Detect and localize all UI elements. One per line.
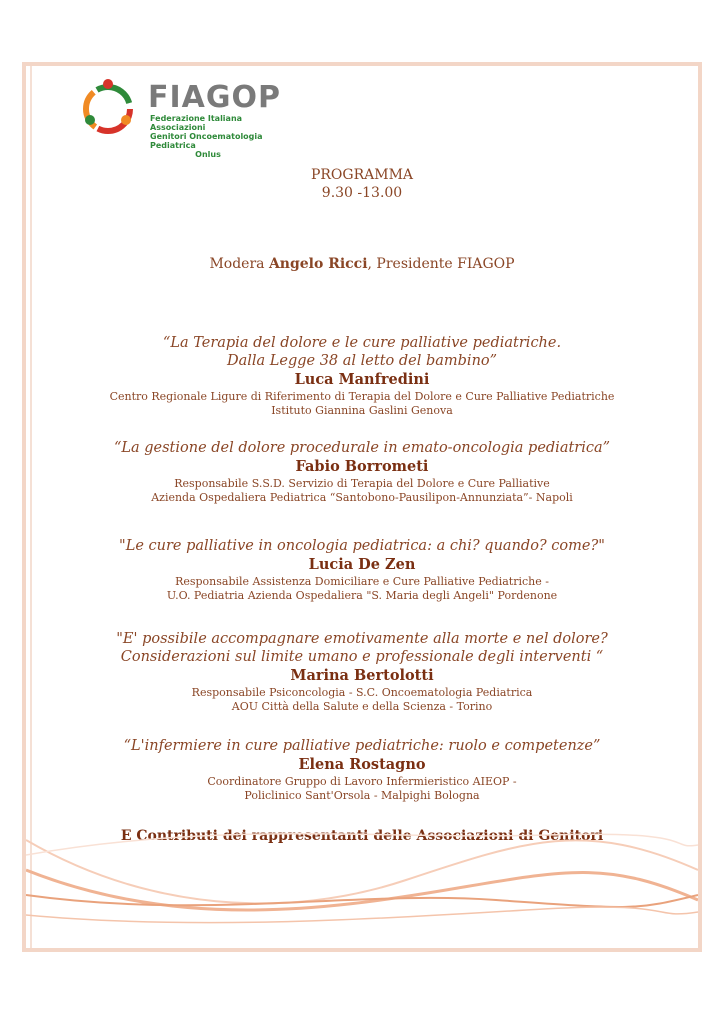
talk-affiliation: Centro Regionale Ligure di Riferimento di Terapia del Dolore e Cure Palliative Pediatriche Istituto Giannina Gaslini Genova	[109, 390, 615, 417]
program-heading: PROGRAMMA	[310, 167, 414, 183]
program-header	[0, 166, 724, 202]
moderator-name: Angelo Ricci	[268, 256, 368, 272]
talk-affiliation: Coordinatore Gruppo di Lavoro Infermieristico AIEOP - Policlinico Sant'Orsola - Malpighi Bologna	[207, 775, 517, 802]
logo-wordmark: FIAGOP	[148, 80, 281, 115]
talk-block	[0, 737, 724, 803]
logo-subtitle	[150, 114, 290, 159]
talk-speaker: Elena Rostagno	[298, 756, 426, 773]
talk-speaker: Marina Bertolotti	[290, 667, 434, 684]
logo-subtitle-onlus: Onlus	[195, 150, 221, 159]
talk-affiliation: Responsabile S.S.D. Servizio di Terapia del Dolore e Cure Palliative Azienda Ospedaliera Pediatrica “Santobono-Pausilipon-Annunziata”- Napoli	[151, 477, 573, 504]
talk-affiliation: Responsabile Psiconcologia - S.C. Oncoematologia Pediatrica AOU Città della Salute e della Scienza - Torino	[191, 686, 533, 713]
talk-speaker: Luca Manfredini	[294, 371, 430, 388]
talk-speaker: Fabio Borrometi	[295, 458, 429, 475]
talk-speaker: Lucia De Zen	[308, 556, 416, 573]
moderator-prefix: Modera	[209, 256, 269, 272]
talk-title: “La Terapia del dolore e le cure palliative pediatriche. Dalla Legge 38 al letto del bambino”	[162, 335, 562, 369]
talk-block	[0, 537, 724, 603]
logo-subtitle-line1: Federazione Italiana Associazioni	[150, 114, 243, 132]
closing-line: E Contributi dei rappresentanti delle Associazioni di Genitori	[120, 828, 604, 844]
talk-title: “La gestione del dolore procedurale in emato-oncologia pediatrica”	[113, 440, 611, 456]
talk-block	[0, 439, 724, 505]
talk-title: “L'infermiere in cure palliative pediatriche: ruolo e competenze”	[123, 738, 601, 754]
talk-block	[0, 630, 724, 714]
talk-title: "E' possibile accompagnare emotivamente alla morte e nel dolore? Considerazioni sul limite umano e professionale degli interventi “	[116, 631, 608, 665]
talk-affiliation: Responsabile Assistenza Domiciliare e Cure Palliative Pediatriche - U.O. Pediatria Azienda Ospedaliera "S. Maria degli Angeli" Pordenone	[166, 575, 558, 602]
logo-subtitle-line2: Genitori Oncoematologia Pediatrica	[150, 132, 263, 150]
moderator-suffix: , Presidente FIAGOP	[367, 256, 515, 272]
talk-title: "Le cure palliative in oncologia pediatrica: a chi? quando? come?"	[119, 538, 605, 554]
decorative-waves	[26, 800, 698, 950]
moderator-line	[0, 256, 724, 272]
talk-block	[0, 334, 724, 418]
program-time: 9.30 -13.00	[321, 185, 403, 201]
